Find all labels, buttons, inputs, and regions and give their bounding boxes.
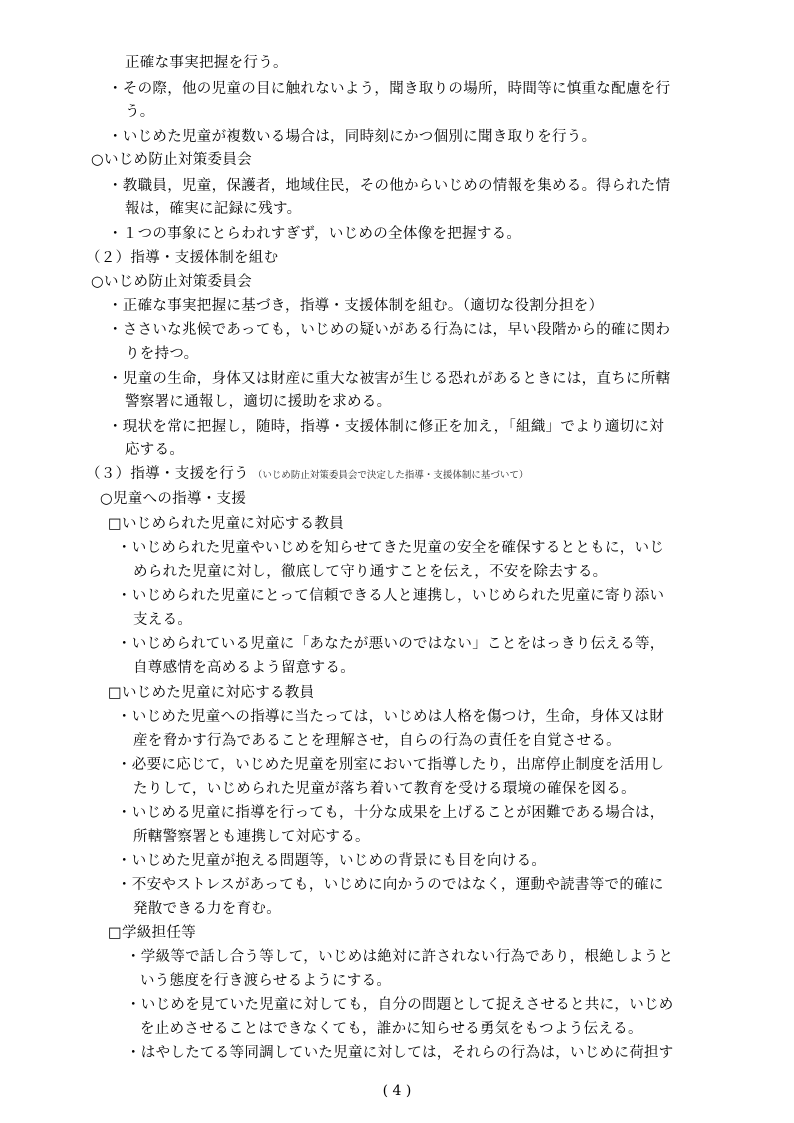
text-line: ・ささいな兆候であっても，いじめの疑いがある行為には，早い段階から的確に関わ bbox=[108, 322, 671, 338]
text-line: ・いじめを見ていた児童に対しても，自分の問題として捉えさせると共に，いじめ bbox=[126, 997, 674, 1013]
text-line: ・いじめた児童が複数いる場合は，同時刻にかつ個別に聞き取りを行う。 bbox=[108, 129, 597, 145]
text-line: ・いじめられた児童にとって信頼できる人と連携し，いじめられた児童に寄り添い bbox=[117, 588, 665, 604]
text-line: ・いじめた児童への指導に当たっては，いじめは人格を傷つけ，生命，身体又は財 bbox=[117, 709, 665, 725]
role-heading: □学級担任等 bbox=[108, 925, 196, 941]
text-line: 支える。 bbox=[133, 612, 193, 628]
text-line: 自尊感情を高めるよう留意する。 bbox=[133, 660, 355, 676]
text-line: 産を脅かす行為であることを理解させ，自らの行為の責任を自覚させる。 bbox=[133, 733, 621, 749]
text-line: ・児童の生命，身体又は財産に重大な被害が生じる恐れがあるときには，直ちに所轄 bbox=[108, 371, 671, 387]
text-line: りを持つ。 bbox=[125, 346, 199, 362]
text-line: ・その際，他の児童の目に触れないよう，聞き取りの場所，時間等に慎重な配慮を行 bbox=[108, 81, 671, 97]
subheading: ○いじめ防止対策委員会 bbox=[91, 152, 252, 168]
text-line: ・教職員，児童，保護者，地域住民，その他からいじめの情報を集める。得られた情 bbox=[108, 178, 671, 194]
text-line: 応する。 bbox=[125, 442, 185, 458]
text-line: ・いじめられた児童やいじめを知らせてきた児童の安全を確保するとともに，いじ bbox=[117, 540, 665, 556]
text-line: う。 bbox=[125, 104, 155, 120]
text-line: ・不安やストレスがあっても，いじめに向かうのではなく，運動や読書等で的確に bbox=[117, 877, 664, 893]
section-heading-note: （いじめ防止対策委員会で決定した指導・支援体制に基づいて） bbox=[252, 470, 529, 481]
text-line: ・正確な事実把握に基づき，指導・支援体制を組む。（適切な役割分担を） bbox=[108, 298, 604, 314]
text-line: ・いじめられている児童に「あなたが悪いのではない」ことをはっきり伝える等， bbox=[117, 636, 665, 652]
text-line: 正確な事実把握を行う。 bbox=[125, 55, 288, 71]
text-line: ・学級等で話し合う等して，いじめは絶対に許されない行為であり，根絶しようと bbox=[126, 949, 674, 965]
text-line: められた児童に対し，徹底して守り通すことを伝え，不安を除去する。 bbox=[133, 564, 608, 580]
text-line: ・必要に応じて，いじめた児童を別室において指導したり，出席停止制度を活用し bbox=[117, 757, 665, 773]
role-heading: □いじめられた児童に対応する教員 bbox=[108, 516, 344, 532]
text-line: たりして，いじめられた児童が落ち着いて教育を受ける環境の確保を図る。 bbox=[133, 781, 636, 797]
text-line: 発散できる力を育む。 bbox=[133, 901, 281, 917]
text-line: いう態度を行き渡らせるようにする。 bbox=[140, 973, 392, 989]
text-line: ・はやしたてる等同調していた児童に対しては，それらの行為は，いじめに荷担す bbox=[126, 1045, 674, 1061]
text-line: ・１つの事象にとらわれすぎず，いじめの全体像を把握する。 bbox=[108, 226, 522, 242]
section-heading-label: （３）指導・支援を行う bbox=[86, 466, 249, 482]
text-line: ・いじめた児童が抱える問題等，いじめの背景にも目を向ける。 bbox=[117, 853, 547, 869]
text-line: ・現状を常に把握し，随時，指導・支援体制に修正を加え，「組織」でより適切に対 bbox=[108, 419, 665, 435]
page-number: ( 4 ) bbox=[382, 1083, 412, 1099]
section-heading bbox=[86, 464, 528, 486]
subheading: ○いじめ防止対策委員会 bbox=[91, 274, 252, 290]
text-line: 報は，確実に記録に残す。 bbox=[125, 201, 302, 217]
text-line: ・いじめる児童に指導を行っても，十分な成果を上げることが困難である場合は， bbox=[117, 805, 665, 821]
text-line: 所轄警察署とも連携して対応する。 bbox=[133, 829, 370, 845]
role-heading: □いじめた児童に対応する教員 bbox=[108, 685, 315, 701]
section-heading: （２）指導・支援体制を組む bbox=[86, 250, 279, 266]
text-line: 警察署に通報し，適切に援助を求める。 bbox=[125, 394, 392, 410]
text-line: を止めさせることはできなくても，誰かに知らせる勇気をもつよう伝える。 bbox=[140, 1021, 643, 1037]
subheading: ○児童への指導・支援 bbox=[100, 491, 247, 507]
